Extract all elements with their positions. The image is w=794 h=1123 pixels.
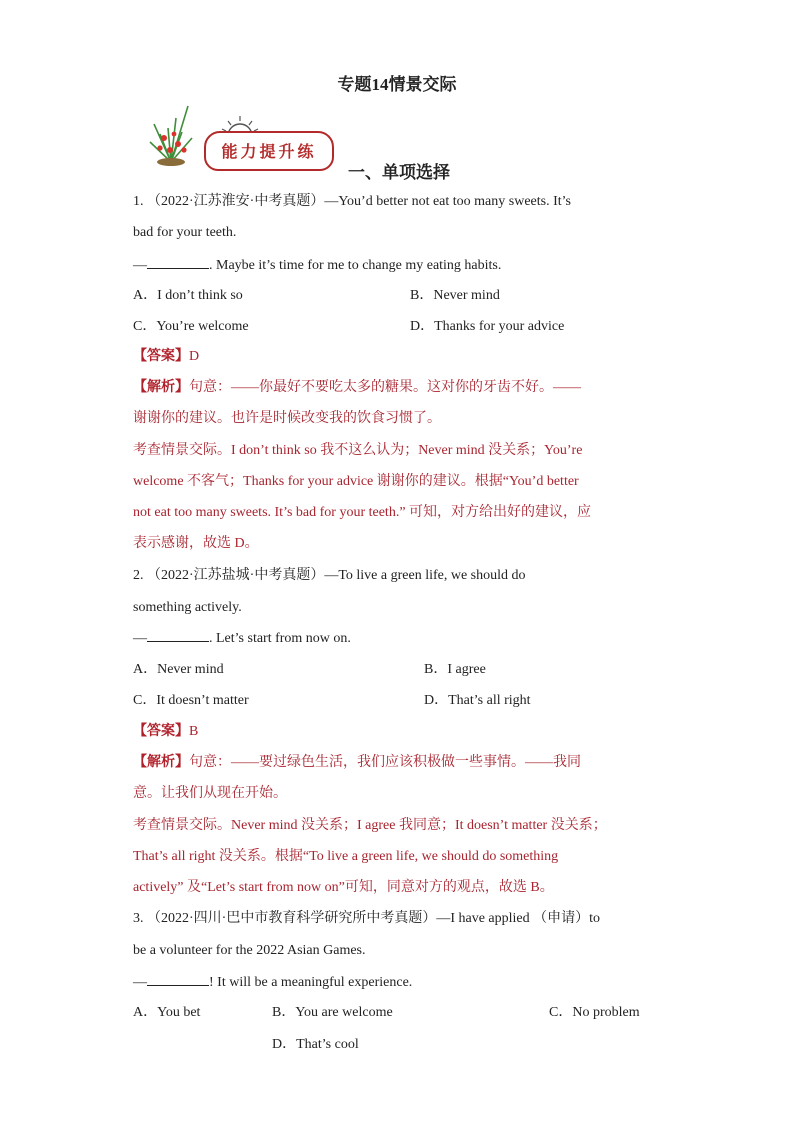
q1-option-b: B．Never mind bbox=[410, 288, 500, 303]
q1-option-a: A．I don’t think so bbox=[133, 288, 243, 303]
q3-stem-line1: 3. （2022·四川·巴中市教育科学研究所中考真题）—I have applied （申请）to bbox=[133, 911, 601, 926]
q2-blank bbox=[147, 628, 209, 642]
q1-answer-value: D bbox=[189, 349, 200, 364]
q2-stem-line2: something actively. bbox=[133, 600, 242, 615]
q1-answer-label: 【答案】 bbox=[133, 349, 189, 364]
ability-badge bbox=[204, 131, 334, 171]
q3-stem-line2: be a volunteer for the 2022 Asian Games. bbox=[133, 943, 366, 958]
q1-blank bbox=[147, 255, 209, 269]
q3-option-d: D．That’s cool bbox=[272, 1037, 359, 1052]
q1-reply-text: . Maybe it’s time for me to change my eating habits. bbox=[209, 258, 502, 273]
q1-stem-line1: 1. （2022·江苏淮安·中考真题）—You’d better not eat too many sweets. It’s bbox=[133, 194, 571, 209]
q3-option-b: B．You are welcome bbox=[272, 1005, 393, 1020]
q1-option-c: C．You’re welcome bbox=[133, 319, 249, 334]
q2-option-d: D．That’s all right bbox=[424, 693, 531, 708]
q2-stem-line1: 2. （2022·江苏盐城·中考真题）—To live a green life, we should do bbox=[133, 568, 526, 583]
q3-reply-dash: — bbox=[133, 975, 147, 990]
q2-analysis-label: 【解析】 bbox=[133, 755, 189, 770]
q3-reply bbox=[133, 972, 412, 993]
q1-analysis-text1: 句意：——你最好不要吃太多的糖果。这对你的牙齿不好。—— bbox=[189, 380, 581, 395]
q2-option-c: C．It doesn’t matter bbox=[133, 693, 249, 708]
q2-answer bbox=[133, 722, 198, 742]
q1-option-d: D．Thanks for your advice bbox=[410, 319, 565, 334]
q2-reply-dash: — bbox=[133, 631, 147, 646]
q2-reply bbox=[133, 628, 351, 649]
q2-answer-label: 【答案】 bbox=[133, 724, 189, 739]
q2-answer-value: B bbox=[189, 724, 199, 739]
q1-explain-line1: 考查情景交际。I don’t think so 我不这么认为；Never mind 没关系；You’re bbox=[133, 443, 583, 458]
q1-explain-line4: 表示感谢，故选 D。 bbox=[133, 536, 259, 551]
q3-blank bbox=[147, 972, 209, 986]
q1-analysis-label: 【解析】 bbox=[133, 380, 189, 395]
q2-explain-line2: That’s all right 没关系。根据“To live a green life, we should do something bbox=[133, 849, 559, 864]
q2-reply-text: . Let’s start from now on. bbox=[209, 631, 351, 646]
q3-reply-text: ! It will be a meaningful experience. bbox=[209, 975, 413, 990]
q1-reply bbox=[133, 255, 501, 276]
q2-option-b: B．I agree bbox=[424, 662, 486, 677]
q2-option-a: A．Never mind bbox=[133, 662, 224, 677]
q3-option-c: C．No problem bbox=[549, 1005, 640, 1020]
q1-explain-line3: not eat too many sweets. It’s bad for your teeth.” 可知，对方给出好的建议，应 bbox=[133, 505, 592, 520]
q2-analysis-text1: 句意：——要过绿色生活，我们应该积极做一些事情。——我同 bbox=[189, 755, 581, 770]
q3-option-a: A．You bet bbox=[133, 1005, 201, 1020]
q2-analysis-line1 bbox=[133, 753, 581, 773]
q1-stem-line2: bad for your teeth. bbox=[133, 225, 237, 240]
section-heading: 一、单项选择 bbox=[348, 163, 450, 182]
q2-analysis-line2: 意。让我们从现在开始。 bbox=[133, 786, 287, 801]
q1-analysis-line1 bbox=[133, 378, 581, 398]
q1-analysis-line2: 谢谢你的建议。也许是时候改变我的饮食习惯了。 bbox=[133, 411, 441, 426]
q1-reply-dash: — bbox=[133, 258, 147, 273]
q2-explain-line3: actively” 及“Let’s start from now on”可知，同意对方的观点，故选 B。 bbox=[133, 880, 554, 895]
q1-explain-line2: welcome 不客气；Thanks for your advice 谢谢你的建议。根据“You’d better bbox=[133, 474, 579, 489]
q2-explain-line1: 考查情景交际。Never mind 没关系；I agree 我同意；It doesn’t matter 没关系； bbox=[133, 818, 607, 833]
page-title: 专题14情景交际 bbox=[337, 75, 457, 94]
plant-illustration bbox=[140, 98, 202, 168]
badge-label: 能力提升练 bbox=[221, 142, 317, 161]
q1-answer bbox=[133, 347, 199, 367]
